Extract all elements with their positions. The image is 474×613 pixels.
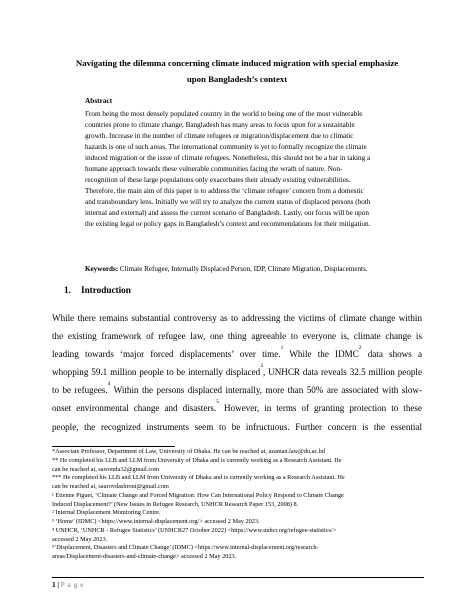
section-title: Introduction: [81, 285, 131, 295]
footnote-ref: 1: [280, 345, 284, 352]
intro-line: [52, 399, 422, 417]
section-number: 1.: [64, 285, 71, 295]
intro-text: data shows a: [361, 349, 423, 360]
abstract-line: countries prone to climate change, Bangladesh has many areas to focus upon for a sustainable: [85, 121, 355, 130]
footnote-line: can be reached at, sawondu32@gmail.com: [52, 465, 160, 473]
footnote-line: areas/Displacement-disasters-and-climate-change> accessed 2 May 2023.: [52, 553, 237, 560]
footnote-ref: 3: [260, 363, 263, 370]
intro-line: [52, 381, 422, 399]
title-line-1: Navigating the dilemma concerning climate induced migration with special emphasize: [75, 58, 399, 68]
footnote-ref: 5: [216, 399, 219, 406]
abstract-line: the existing legal or policy gaps in Bangladesh’s context and recommendations for their mitigation.: [85, 220, 371, 229]
intro-text: to be refugees.: [52, 385, 108, 396]
section-heading: [64, 285, 131, 295]
abstract-line: recognition of these large populations only exacerbates their already existing vulnerabilities.: [85, 176, 351, 185]
footnote-separator: [52, 446, 175, 447]
page-number: 1: [52, 581, 56, 589]
footnote-line: ** He completed his LLB and LLM from University of Dhaka and is currently working as a Research Assistant. He: [52, 456, 342, 464]
footnote-line: *Associate Professor, Department of Law, University of Dhaka. He can be reached at, azaman.law@du.ac.bd: [52, 448, 326, 455]
keywords-label: Keywords:: [85, 265, 119, 273]
footnote-line: ¹ Etienne Piguet, ‘Climate Change and Forced Migration: How Can International Policy Respond to Climate Change: [52, 491, 344, 499]
footnote-ref: 4: [107, 381, 111, 388]
footnote-line: ⁴ UNHCR, ‘UNHCR - Refugee Statistics’ (UNHCR27 October 2022) <https://www.unhcr.org/refugee-statistics/>: [52, 526, 337, 534]
footer-separator: |: [55, 581, 61, 589]
abstract-line: Therefore, the main aim of this paper is to address the ‘climate refugee’ concern from a domestic: [85, 187, 364, 196]
abstract-line: growth. Increase in the number of climate refugees or migration/displacement due to climatic: [85, 132, 354, 141]
abstract-line: humane approach towards these vulnerable communities facing the wrath of nature. Non-: [85, 165, 343, 174]
intro-text: However, in terms of granting protection to these: [218, 403, 422, 414]
footnote-line: *** He completed his LLB and LLM from University of Dhaka and is currently working as a Research Assistant. He: [52, 474, 345, 482]
paper-title: [58, 56, 416, 87]
keywords: [85, 265, 395, 273]
footnote-ref: 2: [358, 345, 362, 352]
intro-line: While there remains substantial controversy as to addressing the victims of climate change within: [52, 313, 422, 323]
abstract-heading: Abstract: [85, 96, 113, 105]
intro-line: [52, 345, 422, 363]
footnote-line: ³ ‘Home’ (IDMC) <https://www.internal-displacement.org/> accessed 2 May 2023.: [52, 518, 260, 525]
intro-text: whopping 59.1 million people to be internally displaced: [52, 367, 261, 378]
abstract-line: induced migration or the issue of climate refugees. Nonetheless, this should not be a bar in taking a: [85, 154, 371, 163]
intro-line: [52, 363, 422, 381]
abstract-line: From being the most densely populated country in the world to being one of the most vulnerable: [85, 110, 363, 118]
footnote-line: accessed 2 May 2023.: [52, 535, 108, 543]
introduction-paragraph: [52, 309, 422, 436]
abstract-line: and transboundary lens. Initially we will try to analyze the current status of displaced persons (both: [85, 198, 371, 207]
keywords-text: Climate Refugee, Internally Displaced Person, IDP, Climate Migration, Displacements.: [118, 265, 368, 273]
intro-text: Within the persons displaced internally, more than 50% are associated with slow-: [110, 385, 422, 396]
intro-text: onset environmental change and disasters.: [52, 403, 217, 414]
title-line-2: upon Bangladesh’s context: [186, 73, 288, 84]
footnote-line: Induced Displacement?’ (New Issues in Refugee Research, UNHCR Research Paper 153, 2008) 8.: [52, 500, 299, 508]
abstract-line: internal and external) and assess the current scenario of Bangladesh. Lastly, our focus will be upon: [85, 209, 369, 218]
intro-text: While the IDMC: [283, 349, 359, 360]
intro-text: leading towards ‘major forced displacements’ over time.: [52, 349, 281, 360]
abstract-body: [85, 109, 390, 231]
footnote-line: ⁵‘Displacement, Disasters and Climate Change’ (IDMC) <https://www.internal-displacement.org/research-: [52, 544, 319, 552]
intro-line: people, the recognized instruments seem to be infructuous. Further concern is the essential: [52, 421, 422, 432]
page-label: P a g e: [60, 581, 85, 589]
intro-text: , UNHCR data reveals 32.5 million people: [262, 367, 422, 378]
footnote-line: ² Internal Displacement Monitoring Centre.: [52, 509, 161, 517]
footnotes: [52, 448, 424, 562]
footnote-line: can be reached at, saurovdashroni@gmail.com: [52, 483, 169, 490]
intro-line: the existing framework of refugee law, one thing agreeable to everyone is, climate change is: [52, 331, 422, 342]
footer-rule: [52, 577, 424, 578]
abstract-line: hazards is one of such areas. The international community is yet to formally recognize the climate: [85, 143, 367, 152]
page-footer: [52, 581, 84, 589]
